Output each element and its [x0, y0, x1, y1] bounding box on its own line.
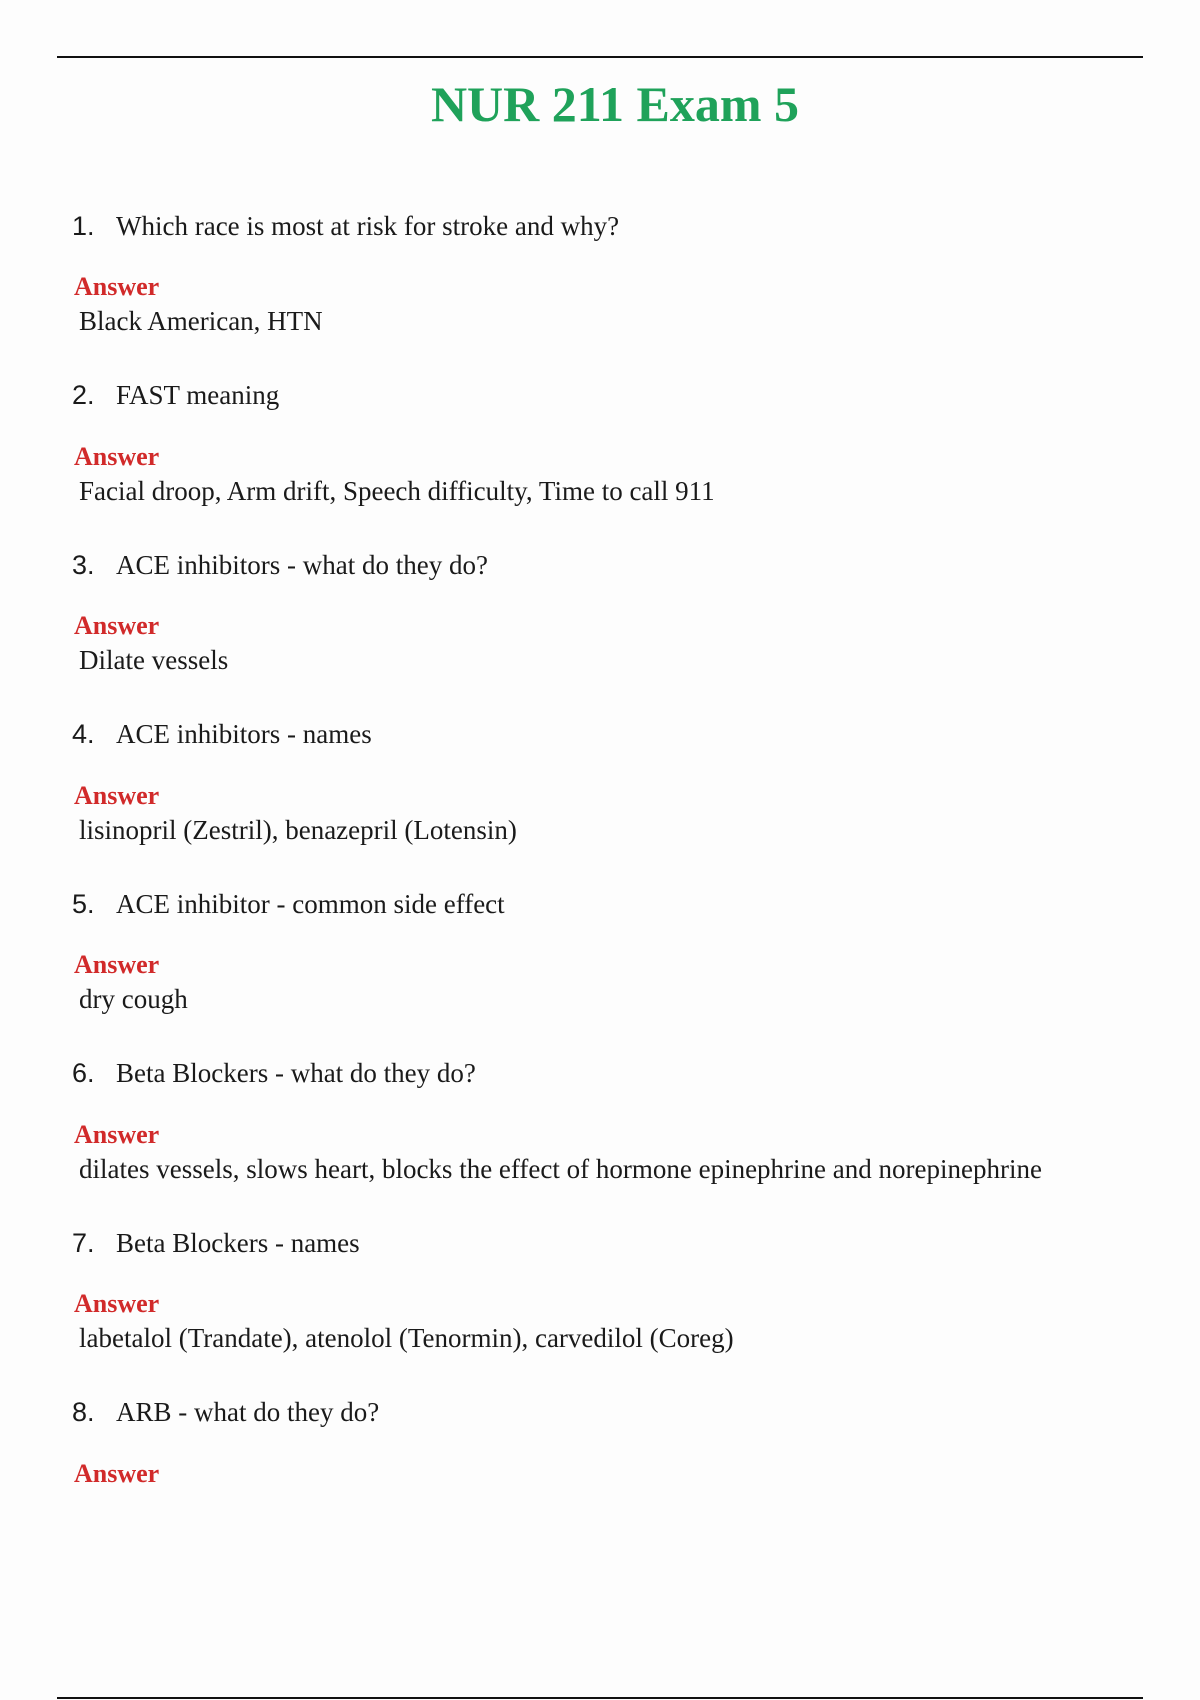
question-number: 8. — [72, 1397, 95, 1427]
qa-item-7 — [0, 1225, 1200, 1395]
qa-item-5 — [0, 886, 1200, 1056]
question-number: 6. — [72, 1058, 95, 1088]
answer-label: Answer — [74, 780, 160, 810]
question-text: ACE inhibitor - common side effect — [116, 888, 505, 919]
answer-label: Answer — [74, 611, 160, 640]
answer-label: Answer — [74, 441, 160, 471]
qa-item-3 — [0, 547, 1200, 717]
answer-label: Answer — [74, 1119, 160, 1149]
qa-list — [0, 208, 1200, 1564]
question-number: 3. — [72, 549, 95, 580]
question-text: Which race is most at risk for stroke and why? — [116, 210, 620, 241]
answer-text: Facial droop, Arm drift, Speech difficulty, Time to call 911 — [79, 475, 715, 506]
qa-item-8 — [0, 1395, 1200, 1565]
qa-item-1 — [0, 208, 1200, 378]
question-line — [72, 1395, 379, 1431]
qa-item-4 — [0, 717, 1200, 887]
answer-label: Answer — [74, 1458, 160, 1488]
question-line — [72, 378, 279, 414]
question-line — [72, 208, 619, 244]
question-text: ARB - what do they do? — [116, 1397, 380, 1427]
question-text: ACE inhibitors - names — [116, 719, 372, 749]
question-text: FAST meaning — [116, 380, 280, 410]
bottom-rule — [57, 1697, 1143, 1699]
answer-text: Black American, HTN — [79, 306, 323, 336]
answer-text: dry cough — [79, 984, 188, 1014]
question-line — [72, 547, 488, 583]
qa-item-2 — [0, 378, 1200, 548]
question-line — [72, 1225, 360, 1261]
answer-label: Answer — [74, 272, 160, 301]
answer-text: dilates vessels, slows heart, blocks the effect of hormone epinephrine and norepinephrine — [79, 1153, 1042, 1184]
question-line — [72, 717, 372, 753]
top-rule — [57, 56, 1143, 58]
answer-label: Answer — [74, 1289, 160, 1318]
answer-text: labetalol (Trandate), atenolol (Tenormin), carvedilol (Coreg) — [79, 1323, 734, 1353]
answer-text: Dilate vessels — [79, 645, 229, 675]
question-text: ACE inhibitors - what do they do? — [116, 549, 488, 580]
answer-text: lisinopril (Zestril), benazepril (Lotensin) — [79, 814, 517, 845]
question-number: 5. — [72, 888, 95, 919]
question-number: 7. — [72, 1227, 95, 1258]
question-line — [72, 1056, 476, 1092]
page-title: NUR 211 Exam 5 — [430, 76, 800, 132]
qa-item-6 — [0, 1056, 1200, 1226]
question-line — [72, 886, 505, 922]
question-number: 1. — [72, 210, 95, 241]
question-text: Beta Blockers - names — [116, 1227, 360, 1258]
question-number: 2. — [72, 380, 95, 410]
answer-label: Answer — [74, 950, 160, 979]
question-text: Beta Blockers - what do they do? — [116, 1058, 476, 1088]
question-number: 4. — [72, 719, 95, 749]
